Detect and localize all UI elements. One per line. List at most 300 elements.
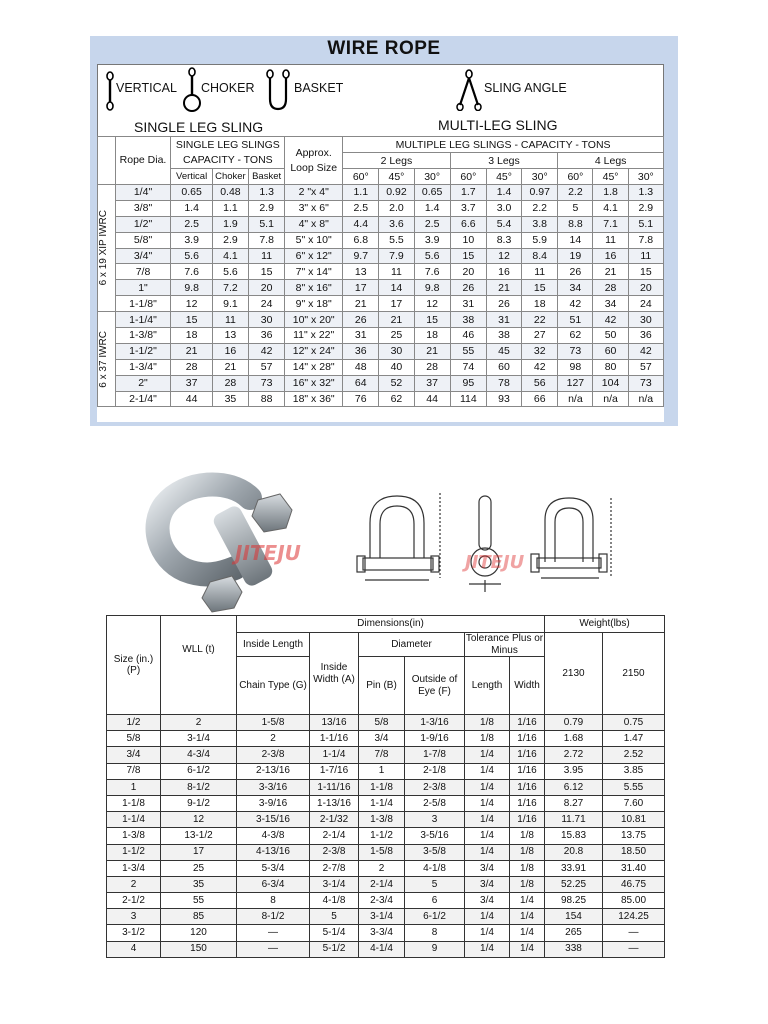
- table-cell: 18: [171, 328, 212, 344]
- table-row: [98, 312, 664, 328]
- choker-col-header: Choker: [212, 169, 248, 185]
- angle-header: 30°: [414, 169, 450, 185]
- table-cell: 1-1/8": [115, 296, 171, 312]
- table-cell: 7/8: [107, 763, 161, 779]
- table-cell: 21: [171, 343, 212, 359]
- table-cell: 5.6: [171, 248, 212, 264]
- table-cell: 7.6: [171, 264, 212, 280]
- table-cell: 2-5/8: [405, 795, 465, 811]
- tolerance-header: Tolerance Plus or Minus: [465, 633, 544, 656]
- table-cell: 6.6: [450, 216, 486, 232]
- table-cell: 44: [171, 391, 212, 407]
- table-cell: 1/4: [465, 795, 510, 811]
- table-cell: 13.75: [603, 828, 665, 844]
- wire-rope-capacity-table: [97, 136, 664, 407]
- angle-header: 45°: [486, 169, 521, 185]
- table-cell: 6-1/2: [405, 909, 465, 925]
- table-cell: 1-11/16: [310, 779, 359, 795]
- table-cell: 1/16: [510, 747, 545, 763]
- table-cell: 15: [249, 264, 285, 280]
- table-cell: 3/4: [465, 876, 510, 892]
- table-cell: 15: [628, 264, 663, 280]
- table-cell: 8: [237, 893, 310, 909]
- table-cell: 2-1/2: [107, 893, 161, 909]
- table-cell: 4-1/4: [359, 941, 405, 957]
- table-cell: 1-1/4: [107, 812, 161, 828]
- table-cell: 4-1/8: [310, 893, 359, 909]
- three-legs-header: 3 Legs: [450, 153, 558, 169]
- table-cell: 51: [558, 312, 593, 328]
- table-cell: 3.9: [171, 232, 212, 248]
- table-row: [107, 876, 665, 892]
- table-cell: 7.1: [593, 216, 628, 232]
- table-cell: 4: [107, 941, 161, 957]
- table-cell: 1-1/8: [359, 779, 405, 795]
- table-cell: 18: [522, 296, 558, 312]
- table-cell: 9" x 18": [285, 296, 343, 312]
- table-cell: 15: [414, 312, 450, 328]
- table-cell: 127: [558, 375, 593, 391]
- table-cell: 40: [379, 359, 414, 375]
- table-cell: 25: [161, 860, 237, 876]
- two-legs-header: 2 Legs: [343, 153, 451, 169]
- table-cell: 1": [115, 280, 171, 296]
- table-cell: 1-5/8: [237, 715, 310, 731]
- table-cell: 1-3/16: [405, 715, 465, 731]
- table-row: [98, 296, 664, 312]
- table-cell: 7.9: [379, 248, 414, 264]
- table-cell: 95: [450, 375, 486, 391]
- rope-group-label: [98, 185, 116, 312]
- table-cell: 28: [414, 359, 450, 375]
- choker-label: CHOKER: [201, 81, 255, 95]
- table-cell: 27: [522, 328, 558, 344]
- table-cell: 32: [522, 343, 558, 359]
- angle-header: 30°: [522, 169, 558, 185]
- table-cell: 2-7/8: [310, 860, 359, 876]
- table-cell: 104: [593, 375, 628, 391]
- table-cell: 13/16: [310, 715, 359, 731]
- table-cell: 56: [522, 375, 558, 391]
- sling-angle-label: SLING ANGLE: [484, 81, 567, 95]
- table-cell: 3-15/16: [237, 812, 310, 828]
- table-cell: 2.72: [545, 747, 603, 763]
- table-cell: 2: [237, 731, 310, 747]
- table-cell: 7.8: [628, 232, 663, 248]
- table-row: [98, 375, 664, 391]
- table-cell: 5: [405, 876, 465, 892]
- table-cell: 28: [593, 280, 628, 296]
- table-cell: 11: [379, 264, 414, 280]
- table-cell: 30: [379, 343, 414, 359]
- table-cell: 1/2": [115, 216, 171, 232]
- choker-sling-icon: [181, 67, 203, 113]
- table-cell: 21: [343, 296, 379, 312]
- table-cell: 10.81: [603, 812, 665, 828]
- table-cell: 35: [212, 391, 248, 407]
- table-row: [107, 763, 665, 779]
- table-cell: 2-3/8: [405, 779, 465, 795]
- table-cell: 2": [115, 375, 171, 391]
- table-cell: 1.4: [486, 185, 521, 201]
- table-row: [107, 844, 665, 860]
- table-cell: 52.25: [545, 876, 603, 892]
- table-cell: 4-13/16: [237, 844, 310, 860]
- table-cell: 3-3/4: [359, 925, 405, 941]
- table-cell: 36: [343, 343, 379, 359]
- table-cell: 13: [343, 264, 379, 280]
- table-cell: 3/8": [115, 200, 171, 216]
- table-cell: 2.9: [249, 200, 285, 216]
- table-cell: 31: [486, 312, 521, 328]
- table-cell: 8-1/2: [237, 909, 310, 925]
- table-cell: 1/16: [510, 812, 545, 828]
- table-cell: 10" x 20": [285, 312, 343, 328]
- table-cell: 7/8: [359, 747, 405, 763]
- table-cell: 5.6: [414, 248, 450, 264]
- table-cell: 2.5: [343, 200, 379, 216]
- table-row: [107, 828, 665, 844]
- table-cell: 1.3: [628, 185, 663, 201]
- table-cell: 1/16: [510, 779, 545, 795]
- table-cell: 6-3/4: [237, 876, 310, 892]
- table-cell: 73: [558, 343, 593, 359]
- table-cell: 3.6: [379, 216, 414, 232]
- table-cell: 11: [522, 264, 558, 280]
- table-cell: 33.91: [545, 860, 603, 876]
- table-cell: 62: [379, 391, 414, 407]
- table-cell: 13: [212, 328, 248, 344]
- table-cell: 30: [628, 312, 663, 328]
- table-cell: 9-1/2: [161, 795, 237, 811]
- table-cell: 64: [343, 375, 379, 391]
- table-row: [107, 909, 665, 925]
- table-cell: 28: [171, 359, 212, 375]
- multi-leg-sling-title: MULTI-LEG SLING: [438, 117, 558, 133]
- table-cell: 1-1/16: [310, 731, 359, 747]
- table-cell: 0.65: [171, 185, 212, 201]
- table-cell: 2.9: [212, 232, 248, 248]
- table-cell: 78: [486, 375, 521, 391]
- table-row: [107, 747, 665, 763]
- table-cell: 1.9: [212, 216, 248, 232]
- table-cell: 2.2: [522, 200, 558, 216]
- table-cell: 60: [486, 359, 521, 375]
- table-cell: 1.1: [212, 200, 248, 216]
- table-cell: 98: [558, 359, 593, 375]
- table-cell: 6" x 12": [285, 248, 343, 264]
- table-cell: 0.92: [379, 185, 414, 201]
- multi-leg-capacity-header: MULTIPLE LEG SLINGS - CAPACITY - TONS: [343, 137, 664, 153]
- table-cell: 7/8: [115, 264, 171, 280]
- table-cell: 18: [414, 328, 450, 344]
- table-cell: 9.8: [171, 280, 212, 296]
- table-cell: 3-1/4: [310, 876, 359, 892]
- table-cell: 2-3/4: [359, 893, 405, 909]
- table-cell: 1-3/8: [359, 812, 405, 828]
- table-row: [107, 893, 665, 909]
- table-cell: 16" x 32": [285, 375, 343, 391]
- single-leg-sling-title: SINGLE LEG SLING: [134, 119, 264, 135]
- table-row: [98, 264, 664, 280]
- table-cell: 24: [628, 296, 663, 312]
- table-cell: 0.75: [603, 715, 665, 731]
- table-cell: 5: [558, 200, 593, 216]
- table-cell: 1-3/4": [115, 359, 171, 375]
- shackle-dimension-table: [106, 615, 665, 958]
- table-cell: —: [237, 941, 310, 957]
- table-cell: 1-9/16: [405, 731, 465, 747]
- table-cell: 3-3/16: [237, 779, 310, 795]
- outside-eye-header: Outside of Eye (F): [405, 657, 465, 715]
- table-cell: 57: [628, 359, 663, 375]
- table-cell: 1.47: [603, 731, 665, 747]
- table-cell: 9.1: [212, 296, 248, 312]
- vertical-sling-icon: [104, 71, 116, 111]
- table-cell: 17: [379, 296, 414, 312]
- table-cell: 3.8: [522, 216, 558, 232]
- table-cell: —: [603, 925, 665, 941]
- table-cell: 5.1: [628, 216, 663, 232]
- table-cell: 0.48: [212, 185, 248, 201]
- table-row: [98, 359, 664, 375]
- rope-group-label: [98, 312, 116, 407]
- table-cell: 5: [310, 909, 359, 925]
- table-cell: 1/16: [510, 715, 545, 731]
- table-cell: 98.25: [545, 893, 603, 909]
- table-cell: 1/8: [510, 844, 545, 860]
- table-cell: 34: [558, 280, 593, 296]
- table-cell: 1/4: [465, 925, 510, 941]
- table-cell: 5.1: [249, 216, 285, 232]
- table-cell: 5-3/4: [237, 860, 310, 876]
- size-header: Size (in.) (P): [107, 616, 161, 715]
- angle-header: 60°: [343, 169, 379, 185]
- table-cell: 12: [171, 296, 212, 312]
- table-cell: 5/8: [359, 715, 405, 731]
- rope-group-text: 6 x 37 IWRC: [98, 330, 109, 388]
- table-cell: 50: [593, 328, 628, 344]
- table-cell: 62: [558, 328, 593, 344]
- table-row: [98, 232, 664, 248]
- table-cell: 26: [558, 264, 593, 280]
- table-cell: 3-1/2: [107, 925, 161, 941]
- table-row: [98, 248, 664, 264]
- angle-header: 60°: [558, 169, 593, 185]
- table-cell: 1/8: [510, 876, 545, 892]
- table-cell: —: [603, 941, 665, 957]
- table-cell: 1/16: [510, 763, 545, 779]
- table-cell: 1-3/8: [107, 828, 161, 844]
- table-row: [107, 779, 665, 795]
- table-cell: 7.6: [414, 264, 450, 280]
- table-cell: —: [237, 925, 310, 941]
- wire-rope-title: WIRE ROPE: [327, 38, 441, 59]
- table-cell: 2 "x 4": [285, 185, 343, 201]
- table-cell: 9: [405, 941, 465, 957]
- table-cell: 1.8: [593, 185, 628, 201]
- table-cell: 11: [249, 248, 285, 264]
- table-row: [98, 328, 664, 344]
- table-cell: 11: [628, 248, 663, 264]
- table-cell: 0.65: [414, 185, 450, 201]
- table-cell: 1-1/4: [359, 795, 405, 811]
- table-cell: 14" x 28": [285, 359, 343, 375]
- table-cell: 4-3/4: [161, 747, 237, 763]
- table-cell: 1/8: [465, 715, 510, 731]
- table-cell: 31.40: [603, 860, 665, 876]
- weight-header: Weight(lbs): [545, 616, 665, 633]
- dimensions-header: Dimensions(in): [237, 616, 545, 633]
- table-row: [107, 860, 665, 876]
- table-cell: 4.4: [343, 216, 379, 232]
- table-cell: 3.0: [486, 200, 521, 216]
- table-cell: 16: [212, 343, 248, 359]
- table-row: [107, 731, 665, 747]
- vertical-label: VERTICAL: [116, 81, 177, 95]
- table-cell: 1.4: [414, 200, 450, 216]
- table-cell: 5" x 10": [285, 232, 343, 248]
- table-cell: 21: [379, 312, 414, 328]
- table-cell: 8: [405, 925, 465, 941]
- table-cell: 0.79: [545, 715, 603, 731]
- table-cell: 2-3/8: [237, 747, 310, 763]
- table-cell: 20.8: [545, 844, 603, 860]
- table-cell: 30: [249, 312, 285, 328]
- table-cell: 46: [450, 328, 486, 344]
- table-cell: 80: [593, 359, 628, 375]
- table-cell: 2-1/4: [359, 876, 405, 892]
- table-cell: 22: [522, 312, 558, 328]
- table-cell: 4" x 8": [285, 216, 343, 232]
- inside-width-header: Inside Width (A): [310, 633, 359, 715]
- table-cell: 11: [212, 312, 248, 328]
- sling-type-header: [97, 64, 664, 136]
- sling-angle-icon: [456, 69, 482, 111]
- table-cell: 8.27: [545, 795, 603, 811]
- table-cell: 11.71: [545, 812, 603, 828]
- table-cell: 73: [249, 375, 285, 391]
- table-cell: 5.5: [379, 232, 414, 248]
- table-cell: 1/4": [115, 185, 171, 201]
- table-cell: 26: [450, 280, 486, 296]
- table-cell: 3-5/8: [405, 844, 465, 860]
- table-cell: 18.50: [603, 844, 665, 860]
- table-cell: 1.4: [171, 200, 212, 216]
- table-cell: 4.1: [593, 200, 628, 216]
- table-cell: 42: [628, 343, 663, 359]
- table-cell: 1/2: [107, 715, 161, 731]
- table-cell: 2-1/8: [405, 763, 465, 779]
- table-cell: 1-1/4": [115, 312, 171, 328]
- table-cell: 35: [161, 876, 237, 892]
- table-cell: 66: [522, 391, 558, 407]
- table-cell: 20: [450, 264, 486, 280]
- table-cell: 1/4: [510, 893, 545, 909]
- table-row: [98, 200, 664, 216]
- weight-2130-header: 2130: [545, 633, 603, 715]
- table-cell: 46.75: [603, 876, 665, 892]
- table-row: [98, 391, 664, 407]
- table-cell: 2-13/16: [237, 763, 310, 779]
- table-cell: 55: [161, 893, 237, 909]
- table-cell: 73: [628, 375, 663, 391]
- table-cell: 48: [343, 359, 379, 375]
- shackle-photo: [140, 470, 340, 620]
- table-cell: 2.5: [171, 216, 212, 232]
- table-cell: 338: [545, 941, 603, 957]
- table-cell: 1/16: [510, 795, 545, 811]
- table-cell: 5.6: [212, 264, 248, 280]
- table-cell: 1.1: [343, 185, 379, 201]
- table-cell: 1/16: [510, 731, 545, 747]
- chain-type-header: Chain Type (G): [237, 657, 310, 715]
- angle-header: 45°: [593, 169, 628, 185]
- table-cell: 25: [379, 328, 414, 344]
- table-cell: 3: [405, 812, 465, 828]
- table-cell: 2: [359, 860, 405, 876]
- table-cell: 1: [107, 779, 161, 795]
- inside-length-header: Inside Length: [237, 633, 310, 657]
- table-cell: 1-3/4: [107, 860, 161, 876]
- table-cell: 265: [545, 925, 603, 941]
- table-cell: 1-7/8: [405, 747, 465, 763]
- table-cell: 5-1/2: [310, 941, 359, 957]
- table-cell: 3-5/16: [405, 828, 465, 844]
- wire-rope-panel: [90, 36, 678, 426]
- table-row: [98, 216, 664, 232]
- table-cell: 1/4: [465, 941, 510, 957]
- table-cell: 3/4: [465, 893, 510, 909]
- table-cell: 36: [628, 328, 663, 344]
- table-cell: 8.4: [522, 248, 558, 264]
- table-cell: 8" x 16": [285, 280, 343, 296]
- table-cell: 2.9: [628, 200, 663, 216]
- table-cell: 11: [593, 232, 628, 248]
- table-cell: 16: [593, 248, 628, 264]
- table-cell: 57: [249, 359, 285, 375]
- table-cell: 8.8: [558, 216, 593, 232]
- table-cell: 21: [212, 359, 248, 375]
- table-cell: 44: [414, 391, 450, 407]
- table-cell: 14: [379, 280, 414, 296]
- single-leg-capacity-header: SINGLE LEG SLINGS CAPACITY - TONS: [171, 137, 285, 169]
- watermark-text: JITEJU: [235, 541, 301, 565]
- table-cell: 15: [522, 280, 558, 296]
- table-cell: 1.7: [450, 185, 486, 201]
- table-cell: 3/4: [107, 747, 161, 763]
- table-cell: 21: [414, 343, 450, 359]
- table-cell: n/a: [628, 391, 663, 407]
- tolerance-width-header: Width: [510, 657, 545, 715]
- table-cell: 5/8: [107, 731, 161, 747]
- table-cell: 1/4: [465, 844, 510, 860]
- table-cell: 1-1/4: [310, 747, 359, 763]
- table-cell: 1/4: [510, 925, 545, 941]
- shackle-technical-drawings: [355, 488, 625, 598]
- table-cell: 2.0: [379, 200, 414, 216]
- table-cell: 2.5: [414, 216, 450, 232]
- table-cell: 74: [450, 359, 486, 375]
- table-cell: 9.7: [343, 248, 379, 264]
- table-cell: 6-1/2: [161, 763, 237, 779]
- table-cell: 19: [558, 248, 593, 264]
- loop-size-header: Approx. Loop Size: [285, 137, 343, 185]
- table-cell: 1/4: [465, 747, 510, 763]
- table-cell: 6.12: [545, 779, 603, 795]
- table-cell: 31: [450, 296, 486, 312]
- table-cell: 17: [343, 280, 379, 296]
